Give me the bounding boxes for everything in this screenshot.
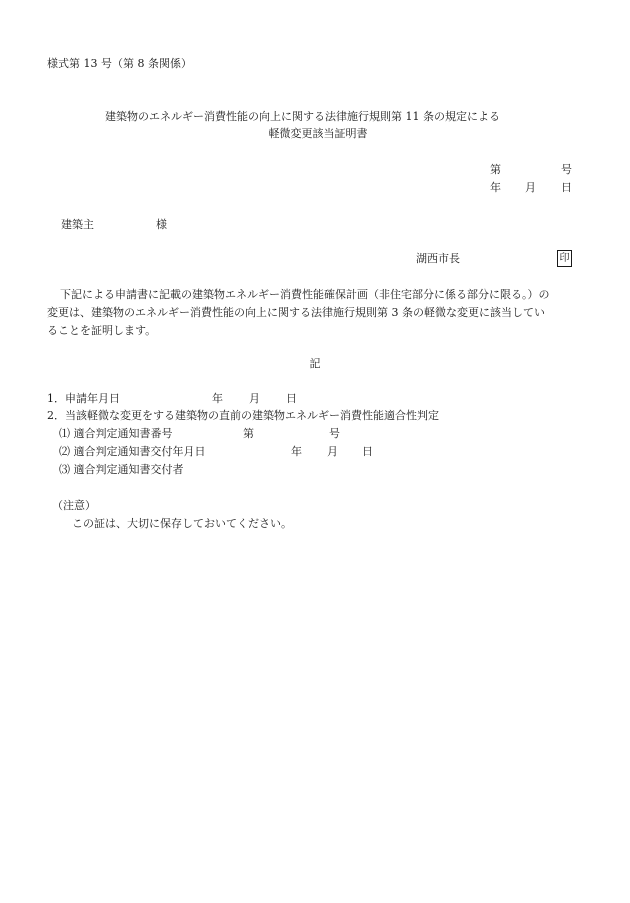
sub1-number-suffix: 号 [329,427,340,440]
sub2-year: 年 [291,445,302,458]
sub1-number-prefix: 第 [243,427,254,440]
item1-label: 1．申請年月日 [47,392,120,405]
document-title-line1: 建築物のエネルギー消費性能の向上に関する法律施行規則第 11 条の規定による [105,110,500,123]
item1-year: 年 [212,392,223,405]
body-text-line1: 下記による申請書に記載の建築物エネルギー消費性能確保計画（非住宅部分に係る部分に限る。）の [60,288,550,301]
issue-number-prefix: 第 [490,163,501,176]
owner-honorific: 様 [156,218,167,231]
issue-date-day: 日 [561,181,572,194]
sub2-day: 日 [362,445,373,458]
sub2-label: ⑵ 適合判定通知書交付年月日 [59,445,206,458]
issuer-mayor: 湖西市長 [416,252,460,265]
ki-heading: 記 [309,357,321,370]
body-text-line3: ることを証明します。 [47,324,157,337]
form-number: 様式第 13 号（第 8 条関係） [47,57,192,70]
body-text-line2: 変更は、建築物のエネルギー消費性能の向上に関する法律施行規則第 3 条の軽微な変更に該当してい [47,306,545,319]
item2-label: 2．当該軽微な変更をする建築物の直前の建築物エネルギー消費性能適合性判定 [47,409,439,422]
document-title-line2: 軽微変更該当証明書 [268,127,368,140]
seal-icon: 印 [557,250,572,267]
sub2-month: 月 [327,445,338,458]
item1-month: 月 [249,392,260,405]
sub1-label: ⑴ 適合判定通知書番号 [59,427,173,440]
item1-day: 日 [286,392,297,405]
owner-label: 建築主 [61,218,94,231]
note-text: この証は、大切に保存しておいてください。 [72,517,292,530]
issue-date-year: 年 [490,181,501,194]
note-label: （注意） [52,499,96,512]
issue-date-month: 月 [525,181,536,194]
sub3-label: ⑶ 適合判定通知書交付者 [59,463,184,476]
issue-number-suffix: 号 [561,163,572,176]
